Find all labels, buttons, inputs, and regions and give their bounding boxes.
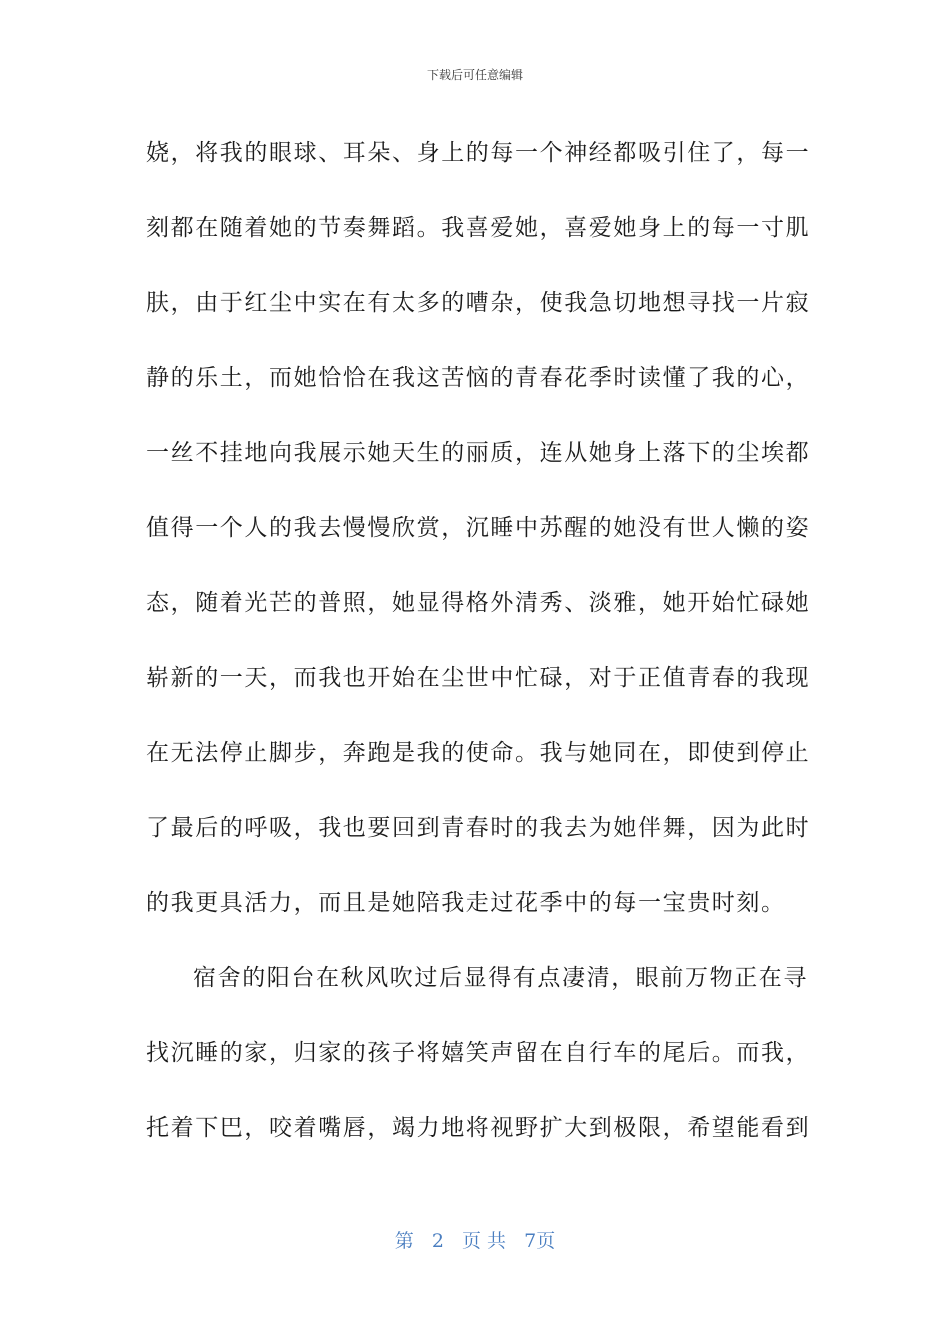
text-line: 值得一个人的我去慢慢欣赏，沉睡中苏醒的她没有世人懒的姿 [146, 515, 811, 541]
current-page-number: 2 [431, 1230, 444, 1252]
text-line: 了最后的呼吸，我也要回到青春时的我去为她伴舞，因为此时 [146, 815, 811, 841]
text-line: 一丝不挂地向我展示她天生的丽质，连从她身上落下的尘埃都 [146, 440, 811, 466]
text-line: 托着下巴，咬着嘴唇，竭力地将视野扩大到极限，希望能看到 [146, 1115, 811, 1141]
footer-prefix: 第 [394, 1230, 414, 1252]
page-number-footer [0, 1226, 950, 1253]
footer-mid: 页 共 [462, 1230, 507, 1252]
text-line: 找沉睡的家，归家的孩子将嬉笑声留在自行车的尾后。而我， [146, 1040, 811, 1066]
paragraph-start-line: 宿舍的阳台在秋风吹过后显得有点凄清，眼前万物正在寻 [193, 965, 808, 991]
document-body [146, 116, 811, 1166]
text-line: 静的乐土，而她恰恰在我这苦恼的青春花季时读懂了我的心， [146, 365, 811, 391]
text-line: 娆，将我的眼球、耳朵、身上的每一个神经都吸引住了，每一 [146, 140, 811, 166]
text-line: 在无法停止脚步，奔跑是我的使命。我与她同在，即使到停止 [146, 740, 811, 766]
footer-suffix: 页 [536, 1230, 556, 1252]
total-page-count: 7 [524, 1230, 537, 1252]
text-line: 刻都在随着她的节奏舞蹈。我喜爱她，喜爱她身上的每一寸肌 [146, 215, 811, 241]
text-line: 的我更具活力，而且是她陪我走过花季中的每一宝贵时刻。 [146, 890, 786, 916]
text-line: 崭新的一天，而我也开始在尘世中忙碌，对于正值青春的我现 [146, 665, 811, 691]
text-line: 态，随着光芒的普照，她显得格外清秀、淡雅，她开始忙碌她 [146, 590, 811, 616]
page-header-note: 下载后可任意编辑 [426, 68, 523, 82]
text-line: 肤，由于红尘中实在有太多的嘈杂，使我急切地想寻找一片寂 [146, 290, 811, 316]
